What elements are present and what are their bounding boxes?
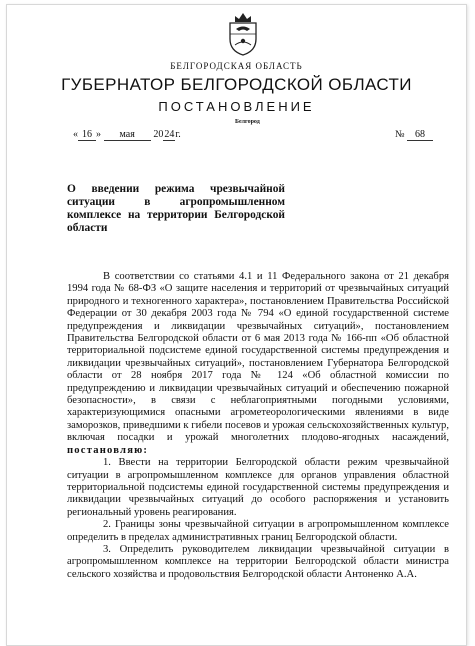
coat-of-arms-emblem: [223, 9, 263, 57]
preamble-text: В соответствии со статьями 4.1 и 11 Федерального закона от 21 декабря 1994 года № 68-ФЗ «О защите населения и территорий от чрезвычайных ситуаций природного и техногенного характера», постановлением Правительства Российской Федерации от 30 декабря 2003 года № 794 «О единой государственной системе предупреждения и ликвидации чрезвычайных ситуаций», постановлением Правительства Белгородской области от 6 мая 2013 года № 166-пп «Об областной территориальной подсистеме единой государственной системы предупреждения и ликвидации чрезвычайных ситуаций», постановлением Губернатора Белгородской области от 28 ноября 2017 года № 124 «Об областной комиссии по предупреждению и ликвидации чрезвычайных ситуаций и обеспечению пожарной безопасности», в связи с неблагоприятными погодными условиями, характеризующимися опасными агрометеорологическими явлениями в виде заморозков, приведшими к гибели посевов и урожая сельскохозяйственных культур, включая посадки и урожай многолетних плодово-ягодных насаждений,: [67, 271, 449, 444]
number-value: 68: [407, 129, 433, 141]
preamble-paragraph: [67, 271, 449, 457]
date-year-prefix: 20: [153, 129, 164, 140]
number-label: №: [395, 129, 405, 140]
date-year-suffix: 24: [164, 129, 175, 140]
date-month: мая: [104, 129, 151, 141]
date-close-quote: »: [96, 129, 101, 140]
document-title: О введении режима чрезвычайной ситуации в агропромышленном комплексе на территории Белгородской области: [67, 183, 285, 234]
region-name: БЕЛГОРОДСКАЯ ОБЛАСТЬ: [170, 61, 303, 71]
date-day: 16: [78, 129, 96, 141]
city-name: Белгород: [235, 119, 260, 125]
document-body: [67, 271, 449, 581]
date-open-quote: «: [73, 129, 78, 140]
decree-number: [395, 129, 433, 140]
date-year-unit: г.: [175, 129, 181, 140]
governor-heading: ГУБЕРНАТОР БЕЛГОРОДСКОЙ ОБЛАСТИ: [61, 75, 412, 94]
item-paragraph-3: 3. Определить руководителем ликвидации чрезвычайной ситуации в агропромышленном комплексе на территории Белгородской области министра сельского хозяйства и продовольствия Белгородской области Антоненко А.А.: [67, 543, 449, 580]
item-paragraph-1: 1. Ввести на территории Белгородской области режим чрезвычайной ситуации в агропромышленном комплексе для органов управления областной территориальной подсистемы единой государственной системы предупреждения и ликвидации чрезвычайных ситуаций до особого распоряжения и установить региональный уровень реагирования.: [67, 457, 449, 518]
resolve-word: постановляю:: [67, 444, 149, 456]
document-type: ПОСТАНОВЛЕНИЕ: [158, 99, 315, 114]
decree-date: [73, 129, 181, 141]
item-paragraph-2: 2. Границы зоны чрезвычайной ситуации в агропромышленном комплексе определить в пределах административных границ Белгородской области.: [67, 519, 449, 543]
document-page: [6, 4, 467, 646]
